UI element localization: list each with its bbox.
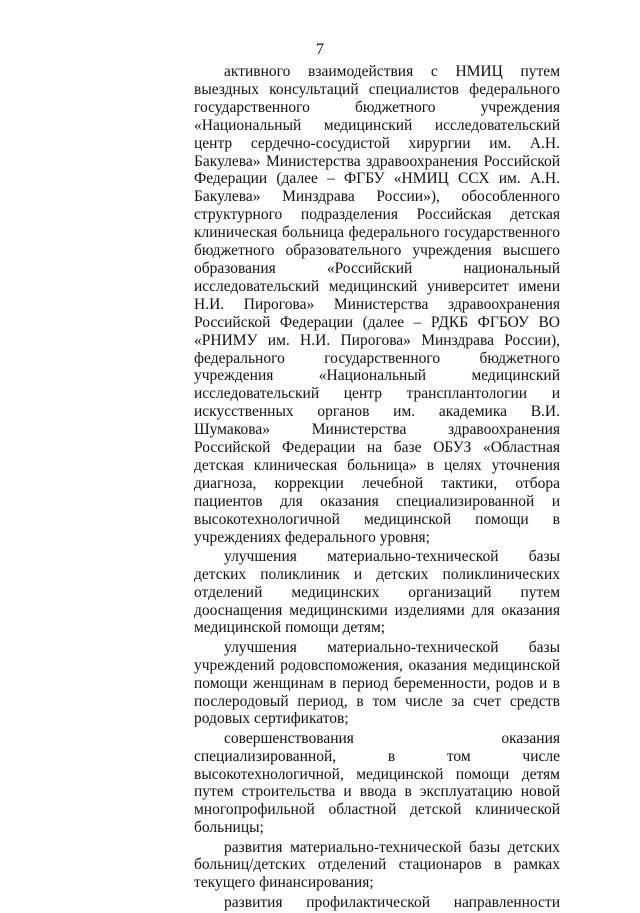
paragraph: активного взаимодействия с НМИЦ путем выездных консультаций специалистов федерального государственного бюджетного учреждения «Национальный медицинский исследовательский центр сердечно-сосудистой хирургии им. А.Н. Бакулева» Министерства здравоохранения Российской Федерации (далее – ФГБУ «НМИЦ ССХ им. А.Н. Бакулева» Минздрава России»), обособленного структурного подразделения Российская детская клиническая больница федерального государственного бюджетного образовательного учреждения высшего образования «Российский национальный исследовательский медицинский университет имени Н.И. Пирогова» Министерства здравоохранения Российской Федерации (далее – РДКБ ФГБОУ ВО «РНИМУ им. Н.И. Пирогова» Минздрава России), федерального государственного бюджетного учреждения «Национальный медицинский исследовательский центр трансплантологии и искусственных органов им. академика В.И. Шумакова» Министерства здравоохранения Российской Федерации на базе ОБУЗ «Областная детская клиническая больница» в целях уточнения диагноза, коррекции лечебной тактики, отбора пациентов для оказания специализированной и высокотехнологичной медицинской помощи в учреждениях федерального уровня; [194,63,560,546]
paragraph: совершенствования оказания специализированной, в том числе высокотехнологичной, медицинской помощи детям путем строительства и ввода в эксплуатацию новой многопрофильной областной детской клинической больницы; [194,729,560,837]
paragraph: улучшения материально-технической базы детских поликлиник и детских поликлинических отделений медицинских организаций путем дооснащения медицинскими изделиями для оказания медицинской помощи детям; [194,547,560,637]
body-text [194,63,560,913]
paragraph: развития материально-технической базы детских больниц/детских отделений стационаров в рамках текущего финансирования; [194,838,560,892]
paragraph: улучшения материально-технической базы учреждений родовспоможения, оказания медицинской помощи женщинам в период беременности, родов и в послеродовый период, в том числе за счет средств родовых сертификатов; [194,638,560,728]
paragraph: развития профилактической направленности [224,893,560,911]
page-number: 7 [316,41,324,58]
